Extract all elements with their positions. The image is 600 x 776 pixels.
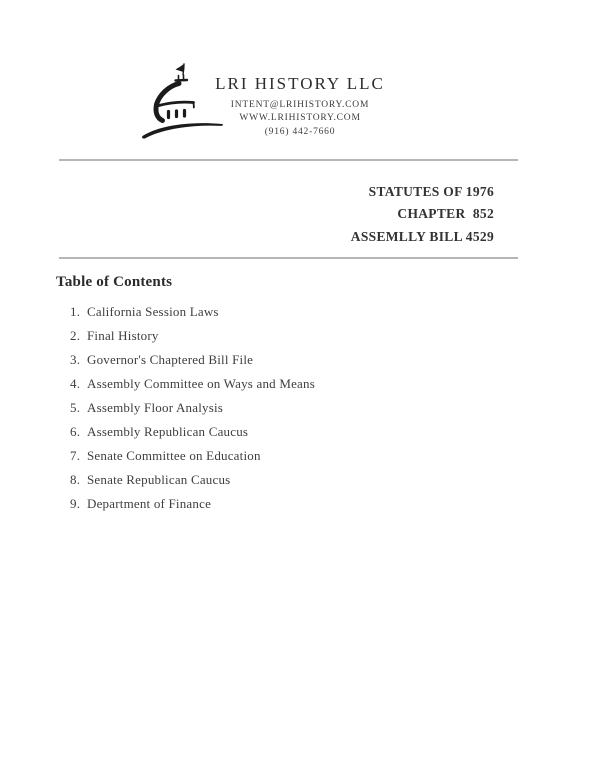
toc-item-label: Governor's Chaptered Bill File [87,352,254,367]
toc-item-number: 2. [70,328,81,343]
statute-reference-block [351,181,494,248]
toc-item-label: Senate Republican Caucus [87,472,231,487]
assembly-bill-line: ASSEMLLY BILL 4529 [350,228,494,244]
company-phone: (916) 442-7660 [264,126,336,137]
toc-item-number: 3. [70,352,81,367]
letterhead [0,74,600,139]
toc-item [70,420,530,444]
toc-item-number: 8. [70,472,81,487]
toc-list [70,300,530,516]
company-website: WWW.LRIHISTORY.COM [239,113,361,124]
toc-item [70,444,530,468]
toc-item [70,396,530,420]
contact-block [0,99,600,139]
toc-title: Table of Contents [56,274,173,290]
toc-item-label: Department of Finance [87,496,212,511]
toc-item [70,324,530,348]
toc-item-number: 4. [70,376,81,391]
toc-item [70,492,530,516]
company-name: LRI HISTORY LLC [215,74,385,93]
toc-item-number: 7. [70,448,81,463]
divider-top [59,159,518,161]
toc-item-label: Final History [87,328,159,343]
toc-item [70,372,530,396]
company-email: INTENT@LRIHISTORY.COM [230,100,370,110]
toc-item-label: California Session Laws [87,304,219,319]
toc-item [70,300,530,324]
toc-item-label: Assembly Republican Caucus [87,424,249,439]
toc-item-label: Senate Committee on Education [87,448,261,463]
toc-item-number: 9. [70,496,81,511]
toc-item-number: 1. [70,304,81,319]
toc-item-number: 5. [70,400,81,415]
toc-item [70,468,530,492]
divider-bottom [59,257,518,259]
statutes-line: STATUTES OF 1976 [368,184,494,199]
toc-item-label: Assembly Committee on Ways and Means [87,376,315,391]
toc-item [70,348,530,372]
chapter-line: CHAPTER 852 [397,206,494,222]
toc-item-number: 6. [70,424,81,439]
toc-item-label: Assembly Floor Analysis [87,400,224,415]
